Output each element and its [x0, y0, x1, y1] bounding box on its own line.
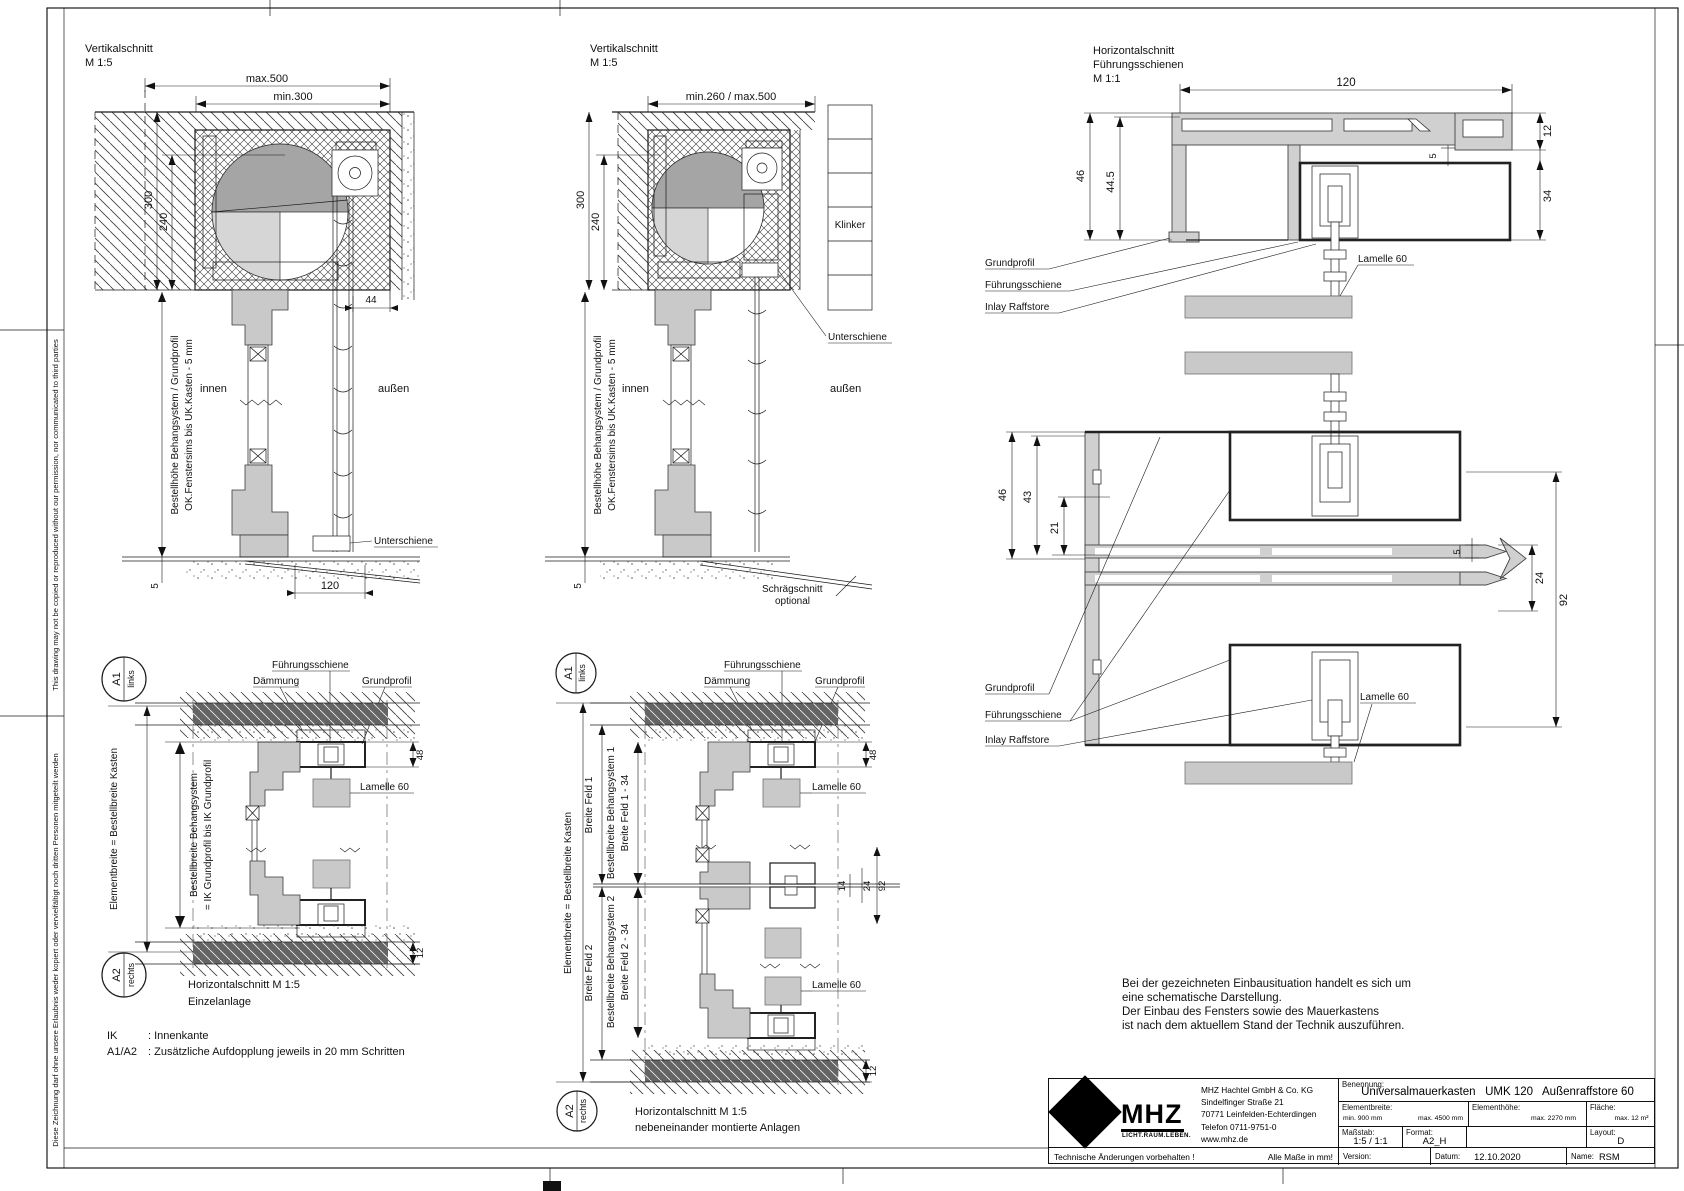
h1-fuehrungsschiene — [1300, 163, 1510, 296]
hs-caption-2: Einzelanlage — [188, 996, 251, 1008]
h1-dim-34: 34 — [1542, 189, 1554, 203]
v1-scale: M 1:5 — [85, 57, 113, 69]
v2-label-klinker: Klinker — [834, 220, 866, 231]
v1-window-frame — [232, 290, 288, 557]
horizontal-section-single — [102, 657, 426, 1058]
hm-label-lamelle-1: Lamelle 60 — [812, 782, 861, 793]
v1-unterschiene-label: Unterschiene — [374, 536, 433, 547]
h1-dim-12: 12 — [1542, 124, 1554, 138]
hs-legend-ik-key: IK — [107, 1030, 118, 1042]
version-label: Version: — [1343, 1152, 1372, 1161]
v1-dim-max500: max.500 — [245, 73, 289, 85]
h2-lamelle-bar-bottom — [1185, 762, 1352, 784]
flaeche-value: max. 12 m² — [1614, 1115, 1649, 1122]
hs-a2: A2 — [111, 968, 123, 982]
v2-label-aussen: außen — [830, 383, 862, 395]
elementhoehe-label: Elementhöhe: — [1472, 1103, 1521, 1112]
hs-marker-a2 — [102, 953, 146, 997]
hs-a1-sub: links — [126, 670, 136, 688]
mhz-logo-tagline: LICHT.RAUM.LEBEN. — [1122, 1132, 1192, 1139]
hs-label-grundprofil: Grundprofil — [362, 676, 412, 687]
v2-bestellhoehe-2: OK.Fenstersims bis UK.Kasten - 5 mm — [607, 339, 618, 511]
h2-dim-92: 92 — [1558, 593, 1570, 607]
v1-dim-44: 44 — [365, 295, 377, 306]
hm-dim-12: 12 — [868, 1065, 879, 1077]
v2-klinker — [828, 105, 872, 310]
company-name: MHZ Hachtel GmbH & Co. KG — [1201, 1085, 1314, 1095]
hm-lamelle-2b — [765, 977, 801, 1005]
hm-dim-48: 48 — [868, 749, 879, 761]
hm-coupling — [593, 845, 900, 925]
mhz-logo-text: MHZ — [1121, 1101, 1184, 1132]
hm-feld1: Breite Feld 1 — [584, 776, 595, 834]
hm-lamelle-2a — [765, 928, 801, 958]
units-note: Alle Maße in mm! — [1267, 1151, 1333, 1162]
hm-behang2: Bestellbreite Behangsystem 2 — [606, 895, 617, 1029]
h1-label-fuehrungsschiene: Führungsschiene — [985, 280, 1062, 291]
v1-bestellhoehe-2: OK.Fenstersims bis UK.Kasten - 5 mm — [184, 339, 195, 511]
hs-legend-ik-val: : Innenkante — [148, 1030, 209, 1042]
v2-unterschiene-rail — [742, 263, 778, 277]
benennung-label: Benennung: — [1342, 1080, 1385, 1089]
layout-label: Layout: — [1590, 1128, 1616, 1137]
hm-caption-1: Horizontalschnitt M 1:5 — [635, 1106, 747, 1118]
hm-label-fuehrungsschiene: Führungsschiene — [724, 660, 801, 671]
title-block — [1048, 1078, 1655, 1164]
h2-dim-43: 43 — [1022, 490, 1034, 504]
hs-caption-1: Horizontalschnitt M 1:5 — [188, 979, 300, 991]
h1-label-lamelle: Lamelle 60 — [1358, 254, 1407, 265]
hm-dim-92: 92 — [877, 880, 888, 892]
h2-dim-46: 46 — [997, 488, 1009, 502]
hm-a2-sub: rechts — [578, 1099, 588, 1123]
elementhoehe-value: max. 2270 mm — [1531, 1115, 1576, 1122]
horizontal-section-rail-top — [985, 45, 1554, 318]
datum-cell — [1430, 1147, 1566, 1165]
horizontal-section-rail-coupled — [985, 352, 1570, 784]
hm-lamelle-1 — [763, 779, 800, 807]
h1-lamelle-bar — [1185, 296, 1352, 318]
hm-a2: A2 — [564, 1104, 576, 1118]
hs-wall-top — [135, 692, 420, 742]
elementbreite-min: min. 900 mm — [1343, 1115, 1383, 1122]
hs-marker-a1 — [102, 657, 146, 701]
v2-dim-240: 240 — [590, 212, 602, 232]
hs-dim-48: 48 — [415, 749, 426, 761]
company-web: www.mhz.de — [1201, 1133, 1249, 1144]
massstab-value: 1:5 / 1:1 — [1353, 1136, 1388, 1147]
v1-dim-min300: min.300 — [273, 91, 313, 103]
hm-dim-14: 14 — [837, 880, 848, 892]
h2-label-lamelle: Lamelle 60 — [1360, 692, 1409, 703]
h2-lamelle-bar-top — [1185, 352, 1352, 374]
hm-marker-a1 — [556, 653, 596, 693]
h1-label-inlay: Inlay Raffstore — [985, 302, 1050, 313]
margin-copyright-de: Diese Zeichnung darf ohne unsere Erlaubnis weder kopiert oder vervielfältigt noch dritten Personen mitgeteilt werden — [51, 753, 60, 1147]
hs-a2-sub: rechts — [126, 963, 136, 987]
company-street: Sindelfinger Straße 21 — [1201, 1097, 1284, 1108]
company-address — [1201, 1084, 1316, 1145]
flaeche-cell — [1586, 1101, 1655, 1126]
title-block-note-row — [1049, 1147, 1338, 1165]
hs-lamelle-top — [313, 779, 350, 807]
hm-feld1-34: Breite Feld 1 - 34 — [620, 774, 631, 852]
hs-dim-12: 12 — [415, 947, 426, 959]
h2-dim-21: 21 — [1049, 521, 1061, 535]
h2-dim-24: 24 — [1534, 571, 1546, 585]
hs-breite-1: Elementbreite = Bestellbreite Kasten — [109, 747, 120, 911]
hm-elementbreite: Elementbreite = Bestellbreite Kasten — [563, 811, 574, 975]
name-label: Name: — [1571, 1152, 1594, 1161]
elementhoehe-cell — [1468, 1101, 1586, 1126]
h2-label-grundprofil: Grundprofil — [985, 683, 1035, 694]
h1-title-1: Horizontalschnitt — [1093, 45, 1175, 57]
hs-breite-3: = IK Grundprofil bis IK Grundprofil — [203, 759, 214, 911]
v1-label-innen: innen — [200, 383, 227, 395]
changes-note: Technische Änderungen vorbehalten ! — [1054, 1151, 1195, 1162]
remark-line-4: ist nach dem aktuellem Stand der Technik auszuführen. — [1122, 1020, 1405, 1032]
v1-dim-5: 5 — [150, 583, 161, 589]
margin-copyright-en: This drawing may not be copied or reproduced without our permission, nor communicated to third parties — [51, 339, 60, 691]
name-cell — [1566, 1147, 1655, 1165]
v2-bestellhoehe-1: Bestellhöhe Behangsystem / Grundprofil — [593, 335, 604, 515]
horizontal-section-multi — [556, 653, 900, 1134]
hm-dim-24: 24 — [862, 880, 873, 892]
hm-behang1: Bestellbreite Behangsystem 1 — [606, 746, 617, 880]
remark-line-3: Der Einbau des Fensters sowie des Mauerkastens — [1122, 1006, 1379, 1018]
v1-label-aussen: außen — [378, 383, 410, 395]
massstab-label: Maßstab: — [1342, 1128, 1375, 1137]
h1-dim-445: 44.5 — [1105, 171, 1117, 193]
h1-dim-5: 5 — [1428, 153, 1439, 159]
v1-dim-300: 300 — [143, 190, 155, 210]
v1-dim-120: 120 — [320, 580, 340, 592]
v1-bestellhoehe-1: Bestellhöhe Behangsystem / Grundprofil — [170, 335, 181, 515]
hs-legend — [107, 1030, 405, 1058]
v2-schraeg-1: Schrägschnitt — [762, 584, 823, 595]
hs-unit-bottom — [135, 848, 420, 976]
h1-dimensions — [1075, 77, 1554, 240]
layout-cell — [1586, 1126, 1655, 1147]
v2-title: Vertikalschnitt — [590, 43, 658, 55]
format-cell — [1402, 1126, 1466, 1147]
hm-wall-top — [590, 692, 870, 742]
hm-a1: A1 — [563, 666, 575, 680]
v2-schraeg-2: optional — [775, 596, 811, 607]
hs-legend-a-key: A1/A2 — [107, 1046, 137, 1058]
v1-unterschiene-rail — [313, 536, 350, 551]
hm-caption-2: nebeneinander montierte Anlagen — [635, 1122, 801, 1134]
name-value: RSM — [1598, 1151, 1620, 1162]
v2-scale: M 1:5 — [590, 57, 618, 69]
h1-dim-120: 120 — [1336, 77, 1356, 89]
massstab-cell — [1338, 1126, 1402, 1147]
hs-legend-a-val: : Zusätzliche Aufdopplung jeweils in 20 mm Schritten — [148, 1046, 405, 1058]
elementbreite-max: max. 4500 mm — [1418, 1115, 1463, 1122]
h1-slider — [1328, 186, 1342, 222]
remarks — [1122, 978, 1411, 1032]
empty-cell — [1466, 1126, 1586, 1147]
benennung-cell — [1338, 1079, 1656, 1101]
elementbreite-cell — [1338, 1101, 1468, 1126]
benennung-value: Universalmauerkasten UMK 120 Außenraffstore 60 — [1361, 1086, 1634, 1098]
company-phone: Telefon 0711-9751-0 — [1201, 1121, 1277, 1132]
hm-label-daemmung: Dämmung — [704, 676, 751, 687]
v1-roller-box — [195, 130, 390, 552]
format-value: A2_H — [1422, 1136, 1447, 1147]
v2-dim-range: min.260 / max.500 — [685, 91, 777, 103]
hs-breite-2: Bestellbreite Behangsystem — [189, 773, 200, 897]
vertical-section-1 — [85, 43, 438, 599]
hm-a1-sub: links — [577, 664, 587, 682]
version-cell — [1338, 1147, 1430, 1165]
h2-assembly — [1085, 432, 1526, 762]
v1-title: Vertikalschnitt — [85, 43, 153, 55]
layout-value: D — [1617, 1136, 1625, 1147]
datum-label: Datum: — [1435, 1152, 1461, 1161]
v2-window-frame — [655, 290, 711, 557]
remark-line-1: Bei der gezeichneten Einbausituation handelt es sich um — [1122, 978, 1411, 990]
v2-dim-5: 5 — [573, 583, 584, 589]
h1-dim-46: 46 — [1075, 169, 1087, 183]
hm-label-lamelle-2: Lamelle 60 — [812, 980, 861, 991]
hm-label-grundprofil: Grundprofil — [815, 676, 865, 687]
mhz-logo-diamond-icon — [1048, 1075, 1122, 1149]
hs-a1: A1 — [111, 672, 123, 686]
hm-feld2-34: Breite Feld 2 - 34 — [620, 923, 631, 1001]
h2-label-inlay: Inlay Raffstore — [985, 735, 1050, 746]
hs-label-daemmung: Dämmung — [253, 676, 300, 687]
hs-lamelle-bottom — [313, 860, 350, 888]
hs-label-lamelle: Lamelle 60 — [360, 782, 409, 793]
datum-value: 12.10.2020 — [1474, 1151, 1521, 1162]
h2-labels — [985, 437, 1416, 762]
h2-label-fuehrungsschiene: Führungsschiene — [985, 710, 1062, 721]
remark-line-2: eine schematische Darstellung. — [1122, 992, 1282, 1004]
v2-dim-300: 300 — [575, 190, 587, 210]
flaeche-label: Fläche: — [1590, 1103, 1616, 1112]
hm-field1 — [696, 742, 815, 849]
hm-feld2: Breite Feld 2 — [584, 944, 595, 1002]
hs-unit-top — [246, 742, 365, 852]
v1-dim-240: 240 — [158, 212, 170, 232]
h1-label-grundprofil: Grundprofil — [985, 258, 1035, 269]
v2-unterschiene-label: Unterschiene — [828, 332, 887, 343]
hm-field2 — [590, 925, 870, 1094]
h2-dim-5: 5 — [1452, 549, 1463, 555]
company-city: 70771 Leinfelden-Echterdingen — [1201, 1109, 1317, 1120]
elementbreite-label: Elementbreite: — [1342, 1103, 1393, 1112]
vertical-section-2 — [545, 43, 892, 607]
format-label: Format: — [1406, 1128, 1433, 1137]
hm-marker-a2 — [557, 1091, 597, 1131]
h1-title-2: Führungsschienen — [1093, 59, 1184, 71]
h1-title-3: M 1:1 — [1093, 73, 1121, 85]
v2-label-innen: innen — [622, 383, 649, 395]
title-block-brand-cell — [1049, 1079, 1338, 1147]
hs-label-fuehrungsschiene: Führungsschiene — [272, 660, 349, 671]
